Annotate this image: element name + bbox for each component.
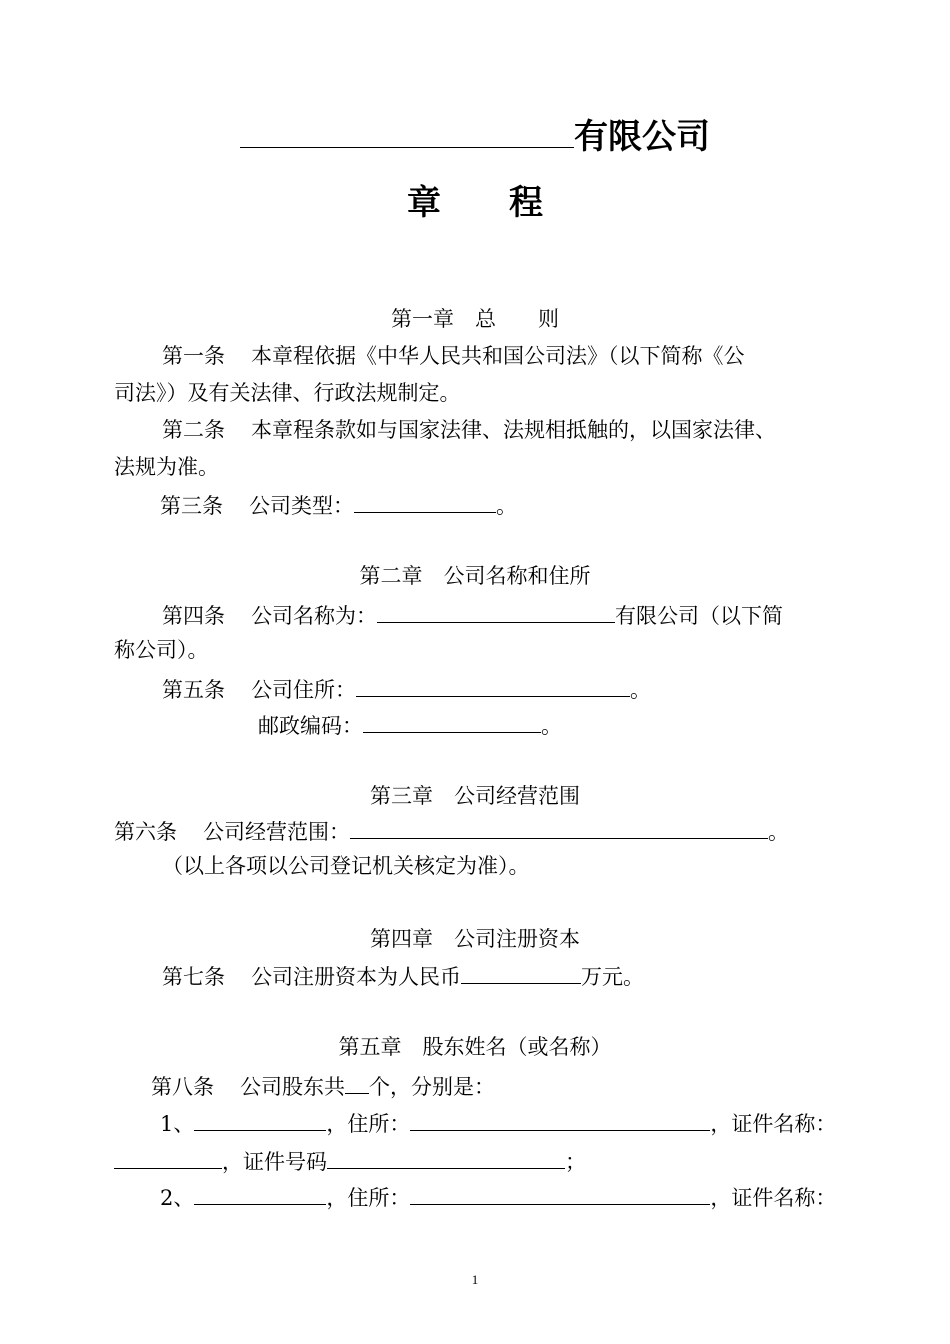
article-8-label: 第八条 <box>151 1075 214 1099</box>
article-5-label: 第五条 <box>162 678 225 702</box>
article-6-text: 公司经营范围： <box>203 820 350 844</box>
semicolon: ； <box>565 1150 586 1174</box>
business-scope-note: （以上各项以公司登记机关核定为准）。 <box>162 854 530 878</box>
chapter-2-heading: 第二章 公司名称和住所 <box>359 564 591 588</box>
period: 。 <box>768 820 789 844</box>
page-number: 1 <box>471 1272 479 1287</box>
article-3-text: 公司类型： <box>249 494 354 518</box>
shareholder-2-line-1 <box>160 1184 836 1210</box>
capital-unit: 万元。 <box>581 965 644 989</box>
article-4-line-1 <box>162 602 783 628</box>
article-6-label: 第六条 <box>114 820 177 844</box>
shareholder-1-line-2 <box>114 1148 586 1174</box>
cert-no-label: ，证件号码 <box>222 1150 327 1174</box>
capital-amount-blank <box>461 963 581 984</box>
address-blank <box>356 676 630 697</box>
article-8-text-b: 个，分别是： <box>369 1075 495 1099</box>
article-3-label: 第三条 <box>160 494 223 518</box>
postcode-label: 邮政编码： <box>258 714 363 738</box>
article-2-line-1 <box>162 418 776 442</box>
article-5 <box>162 676 651 702</box>
period: 。 <box>541 714 562 738</box>
article-7 <box>162 963 644 989</box>
chapter-3-heading: 第三章 公司经营范围 <box>370 784 580 808</box>
article-1-line-2: 司法》）及有关法律、行政法规制定。 <box>114 381 461 405</box>
address-label: ，住所： <box>326 1186 411 1210</box>
document-title: 章 程 <box>407 183 543 223</box>
shareholder-2-name-blank <box>194 1184 326 1205</box>
shareholder-1-name-blank <box>194 1110 326 1131</box>
cert-name-label: ，证件名称： <box>710 1186 837 1210</box>
chapter-5-heading: 第五章 股东姓名（或名称） <box>338 1035 612 1059</box>
article-1-label: 第一条 <box>162 344 225 368</box>
article-5-text: 公司住所： <box>251 678 356 702</box>
article-3 <box>160 492 517 518</box>
period: 。 <box>630 678 651 702</box>
article-2-text: 本章程条款如与国家法律、法规相抵触的，以国家法律、 <box>251 418 776 442</box>
article-2-label: 第二条 <box>162 418 225 442</box>
article-4-label: 第四条 <box>162 604 225 628</box>
article-7-text: 公司注册资本为人民币 <box>251 965 461 989</box>
shareholder-count-blank <box>345 1073 369 1094</box>
article-1-line-1 <box>162 344 745 368</box>
period: 。 <box>496 494 517 518</box>
company-name-field-blank <box>377 602 615 623</box>
chapter-4-heading: 第四章 公司注册资本 <box>370 927 580 951</box>
business-scope-blank <box>350 818 768 839</box>
article-4-after: 有限公司（以下简 <box>615 604 783 628</box>
article-7-label: 第七条 <box>162 965 225 989</box>
article-4-text: 公司名称为： <box>251 604 377 628</box>
article-6 <box>114 818 789 844</box>
address-label: ，住所： <box>326 1112 411 1136</box>
shareholder-1-number: 1、 <box>160 1112 195 1136</box>
company-name-title <box>0 115 950 157</box>
postcode-line <box>258 712 562 738</box>
article-4-line-2: 称公司）。 <box>114 638 209 662</box>
postcode-blank <box>363 712 541 733</box>
company-name-blank <box>240 115 574 148</box>
company-type-blank <box>354 492 496 513</box>
shareholder-1-line-1 <box>160 1110 836 1136</box>
shareholder-1-cert-no-blank <box>327 1148 565 1169</box>
company-suffix: 有限公司 <box>574 117 710 157</box>
article-8-text-a: 公司股东共 <box>240 1075 345 1099</box>
article-1-text: 本章程依据《中华人民共和国公司法》（以下简称《公 <box>251 344 745 368</box>
shareholder-1-address-blank <box>410 1110 710 1131</box>
chapter-1-heading: 第一章 总 则 <box>391 307 559 331</box>
shareholder-1-cert-name-blank <box>114 1148 222 1169</box>
shareholder-2-number: 2、 <box>160 1186 195 1210</box>
cert-name-label: ，证件名称： <box>710 1112 837 1136</box>
article-8 <box>151 1073 495 1099</box>
shareholder-2-address-blank <box>410 1184 710 1205</box>
article-2-line-2: 法规为准。 <box>114 455 219 479</box>
